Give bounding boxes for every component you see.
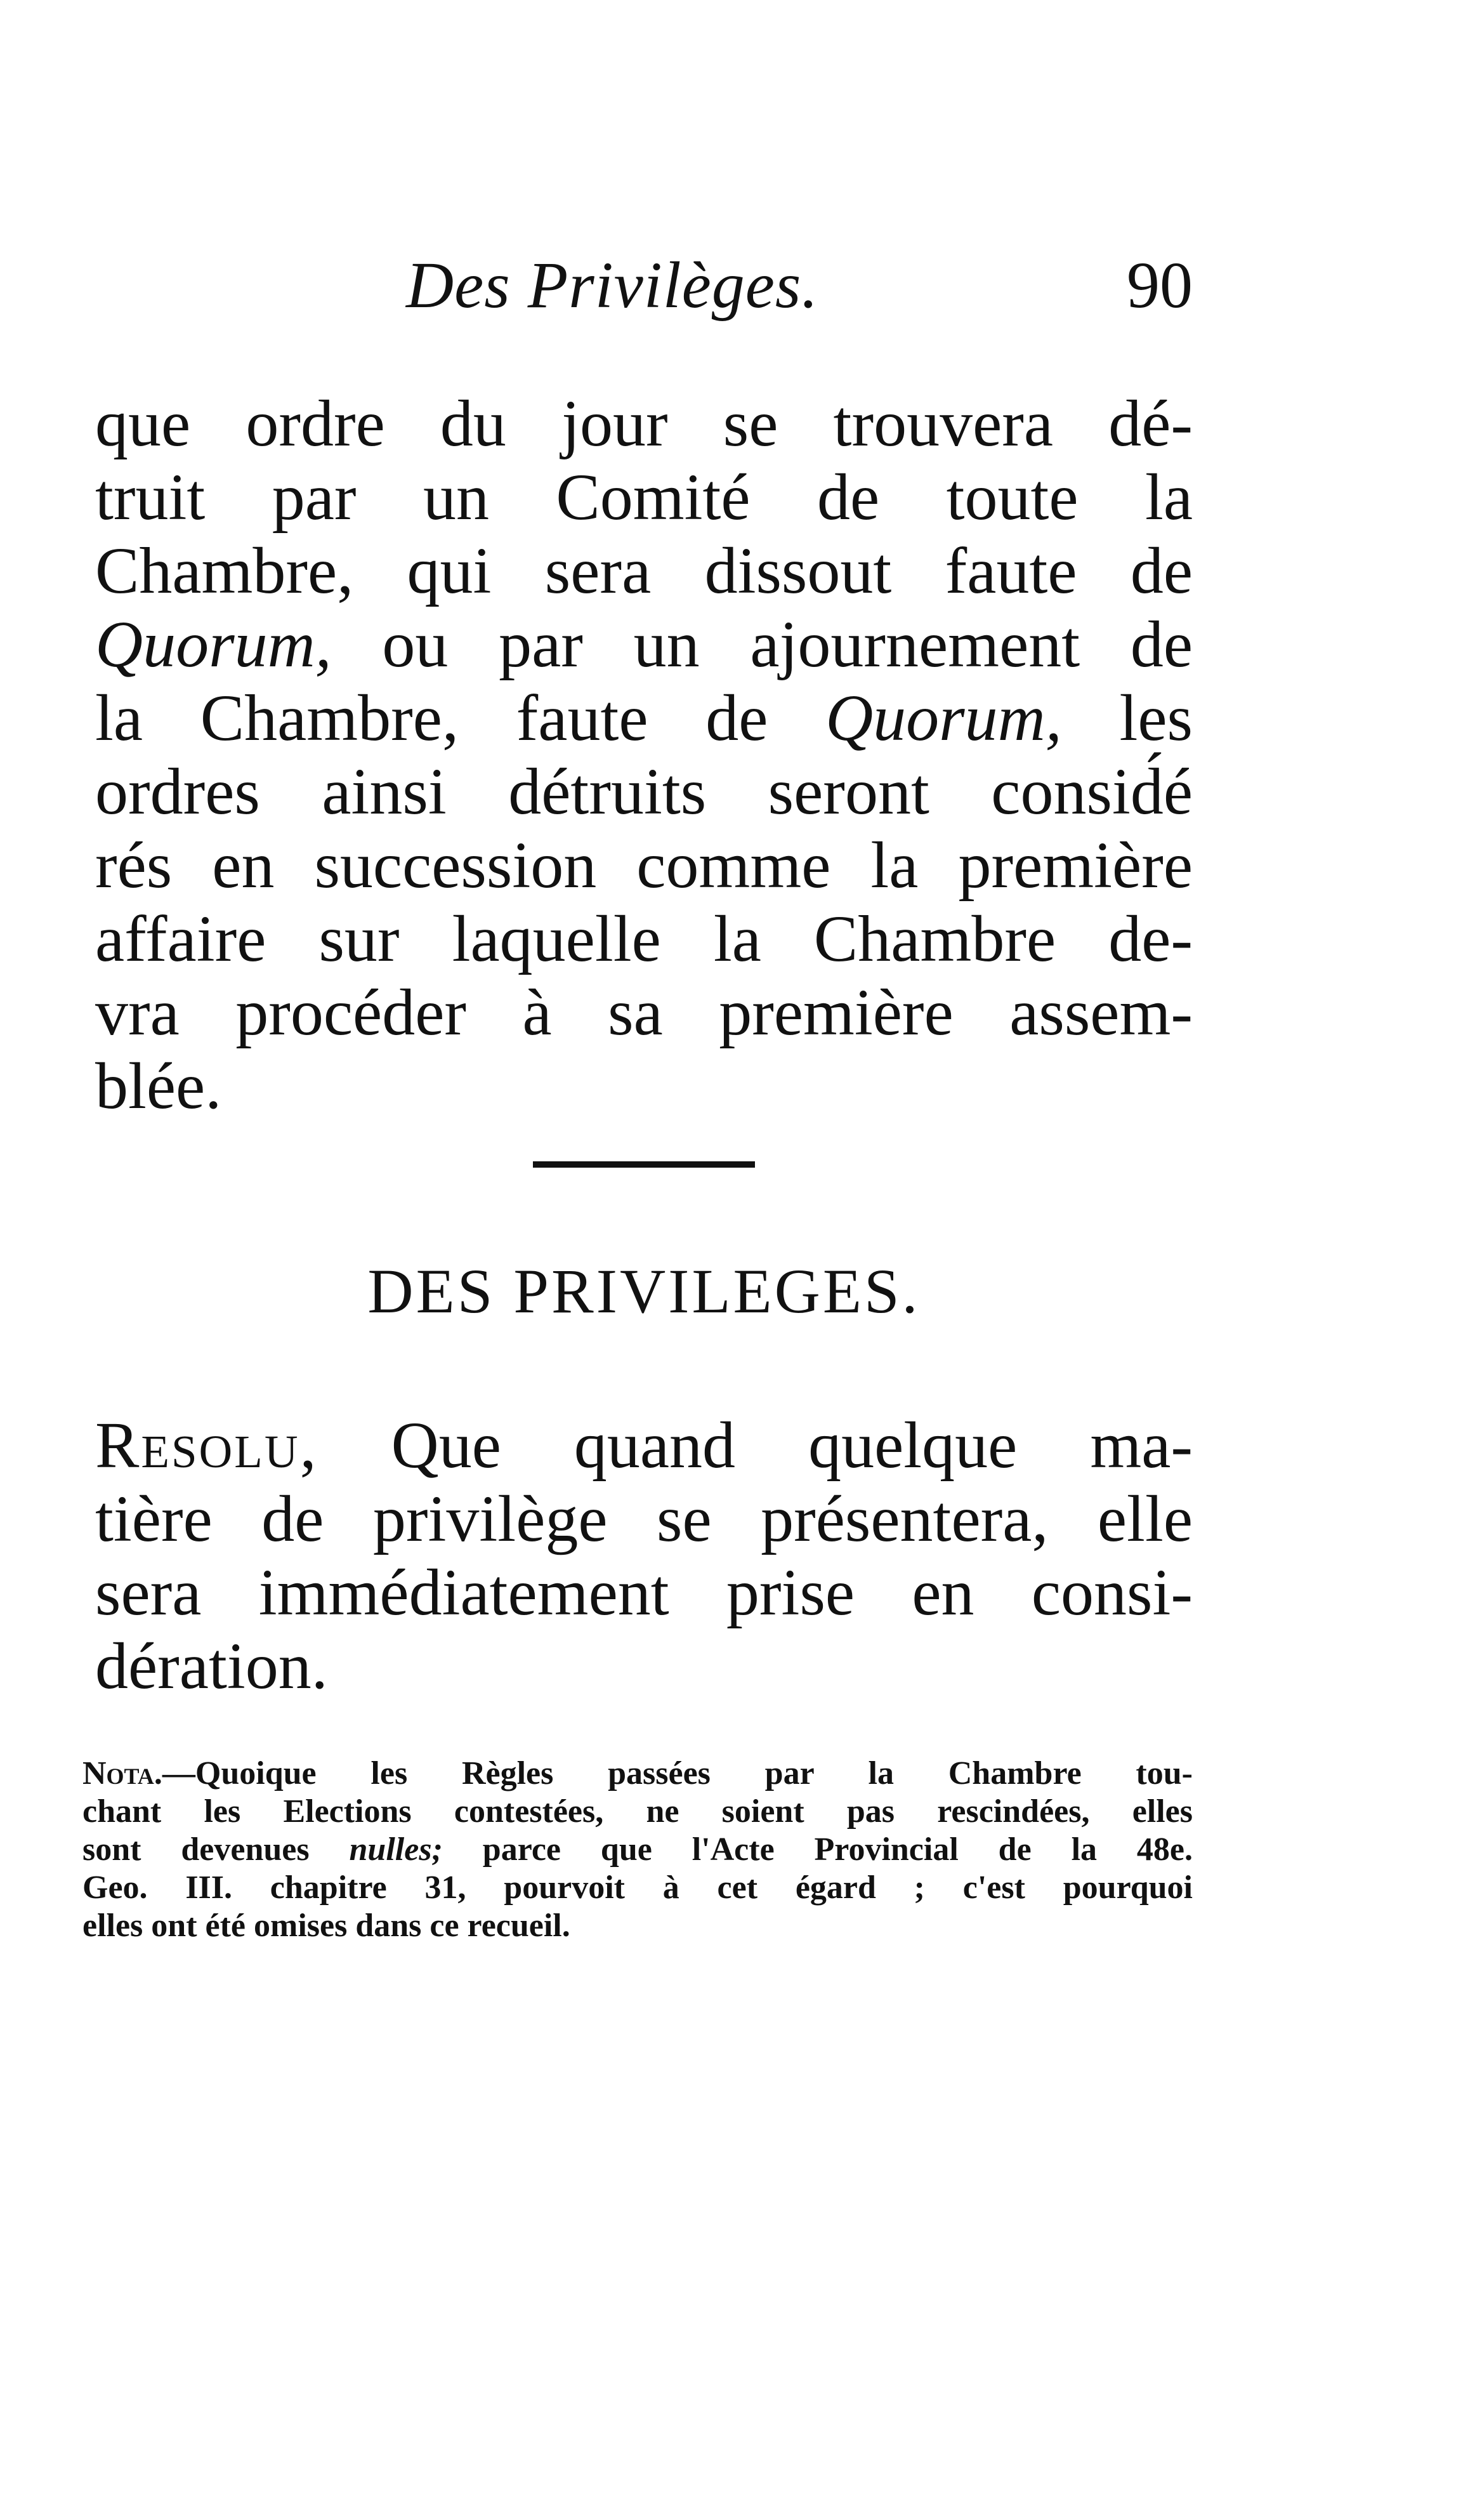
text-line: Chambre, qui sera dissout faute de [95,534,1193,607]
text-fragment: les [1061,682,1193,755]
text-fragment: Que quand quelque ma- [318,1409,1193,1482]
nota-label: Nota. [82,1755,162,1791]
section-heading: DES PRIVILEGES. [367,1256,921,1326]
text-line [82,1831,1193,1869]
text-fragment: parce que l'Acte Provincial de la 48e. [442,1831,1193,1868]
footnote-nota [82,1755,1193,1945]
italic-term: Quorum, [825,682,1062,755]
section-divider [533,1161,755,1168]
text-line: affaire sur laquelle la Chambre de- [95,902,1193,975]
text-fragment: la Chambre, faute de [95,682,826,755]
text-fragment: —Quoique les Règles passées par la Chambre tou- [162,1755,1193,1791]
text-fragment: sont devenues [82,1831,350,1868]
text-fragment: ou par un ajournement de [331,608,1193,681]
text-line: Geo. III. chapitre 31, pourvoit à cet égard ; c'est pourquoi [82,1870,1193,1906]
text-line: ordres ainsi détruits seront consid́é [95,755,1193,828]
text-line: blée. [95,1050,222,1123]
running-title: Des Privilèges. [406,249,819,322]
text-line [95,1409,1193,1482]
text-line: rés en succession comme la première [95,829,1193,902]
italic-term: nulles; [349,1831,443,1868]
text-line [95,682,1193,755]
resolution-lead: Resolu, [95,1409,318,1482]
text-line: vra procéder à sa première assem- [95,976,1193,1049]
text-line: chant les Elections contestées, ne soient pas rescindées, elles [82,1793,1193,1830]
paragraph-quorum [95,387,1193,1123]
text-line: sera immédiatement prise en consi- [95,1556,1193,1629]
paragraph-resolution [95,1409,1193,1703]
text-line: elles ont été omises dans ce recueil. [82,1908,570,1944]
running-head [95,235,1193,336]
text-line: tière de privilège se présentera, elle [95,1482,1193,1555]
page-number: 90 [1127,249,1193,322]
text-line: truit par un Comité de toute la [95,461,1193,534]
text-line [95,608,1193,682]
text-line: que ordre du jour se trouvera dé- [95,387,1193,460]
text-line: dération. [95,1630,328,1703]
text-line [82,1755,1193,1793]
italic-term: Quorum, [95,608,332,681]
